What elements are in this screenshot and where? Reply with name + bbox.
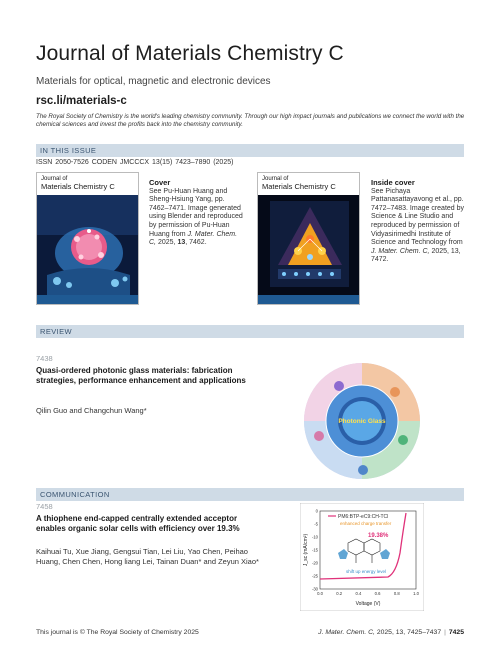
journal-url[interactable]: rsc.li/materials-c [36,95,127,107]
y-tick-label: -10 [311,534,318,540]
plot-annotation-top: enhanced charge transfer [340,521,392,526]
inside-cover-page-ref: 2025, 13, 7472. [371,247,461,264]
front-cover-image [36,172,139,305]
x-tick-label: 0.2 [336,591,343,596]
x-tick-label: 0.0 [317,591,323,596]
cover-masthead: Journal of Materials Chemistry C [41,176,115,191]
inside-cover-heading: Inside cover [371,178,415,187]
inside-cover-artwork [258,195,360,296]
footer-volume-pages: 2025, 13, 7425–7437 [376,629,442,636]
communication-page-number[interactable]: 7458 [36,502,53,511]
x-tick-label: 0.8 [393,591,400,596]
x-tick-label: 1.0 [413,591,419,596]
ring-center-label: Photonic Glass [338,418,386,425]
front-cover-caption [149,179,245,248]
x-tick-label: 0.4 [355,591,362,596]
y-tick-label: -15 [311,547,318,553]
communication-title[interactable]: A thiophene end-capped centrally extended acceptor enables organic solar cells with efficiency over 19.3% [36,514,240,533]
jv-curve-plot [300,503,424,611]
y-tick-label: -30 [311,586,318,592]
cover-caption-text: See Pu-Huan Huang and Sheng-Hsiung Yang, pp. 7462–7471. Image generated using Blender and reproduced by permission of Pu-Huan Huang from [149,187,243,238]
cover-strip [37,295,139,304]
journal-title: Journal of Materials Chemistry C [36,42,344,65]
communication-authors: Kaihuai Tu, Xue Jiang, Gengsui Tian, Lei Liu, Yao Chen, Peihao Huang, Chen Chen, Hong liang Lei, Tainan Duan* and Zeyun Xiao* [36,547,259,566]
inside-cover-caption [371,179,467,265]
rsc-blurb: The Royal Society of Chemistry is the world's leading chemistry community. Through our high impact journals and publications we connect the world with the chemical sciences and invest the profits back into the chemistry community. [36,113,465,128]
inside-cover-masthead: Journal of Materials Chemistry C [262,176,336,191]
plot-ylabel: J_sc (mA/cm²) [303,533,309,567]
x-tick-label: 0.6 [374,591,381,596]
review-title[interactable]: Quasi-ordered photonic glass materials: fabrication strategies, performance enhancement and applications [36,366,246,385]
footer-copyright: This journal is © The Royal Society of Chemistry 2025 [36,629,199,636]
cover-artwork [37,195,139,296]
in-this-issue-band: IN THIS ISSUE [36,144,464,157]
review-band: REVIEW [36,325,464,338]
review-graphical-abstract [303,362,421,480]
inside-cover-strip [258,295,360,304]
review-page-number[interactable]: 7438 [36,354,53,363]
inside-cover-image [257,172,360,305]
plot-annotation-bottom: shift up energy level [346,569,387,574]
plot-xlabel: Voltage (V) [355,601,381,607]
y-tick-label: -25 [311,573,318,579]
cover-journal-ref: J. Mater. Chem. C, [149,230,238,247]
cover-heading: Cover [149,178,171,187]
y-tick-label: -5 [314,521,318,527]
review-authors: Qilin Guo and Changchun Wang* [36,406,147,415]
communication-band: COMMUNICATION [36,488,464,501]
y-tick-label: -20 [311,560,318,566]
inside-cover-journal-ref: J. Mater. Chem. C, [371,247,430,255]
y-tick-label: 0 [315,508,318,514]
cover-page-ref: , 7462. [185,239,207,247]
journal-subtitle: Materials for optical, magnetic and electronic devices [36,76,271,87]
issue-meta: ISSN 2050-7526 CODEN JMCCCX 13(15) 7423–7890 (2025) [36,159,234,166]
cover-year: 2025, [157,239,176,247]
plot-efficiency: 19.38% [368,533,389,539]
inside-cover-caption-text: See Pichaya Pattanasattayavong et al., pp. 7472–7483. Image created by Science & Line Studio and reproduced by permission of Vidyasirimedhi Institute of Science and Technology from [371,187,465,247]
footer-journal: J. Mater. Chem. C, [318,629,375,636]
footer-page-number: 7425 [448,629,464,636]
plot-legend: PM6:BTP-eC9:CH-TCl [338,514,389,520]
footer-citation: J. Mater. Chem. C, 2025, 13, 7425–7437 | 7425 [318,629,464,636]
cover-volume: 13 [177,239,186,247]
